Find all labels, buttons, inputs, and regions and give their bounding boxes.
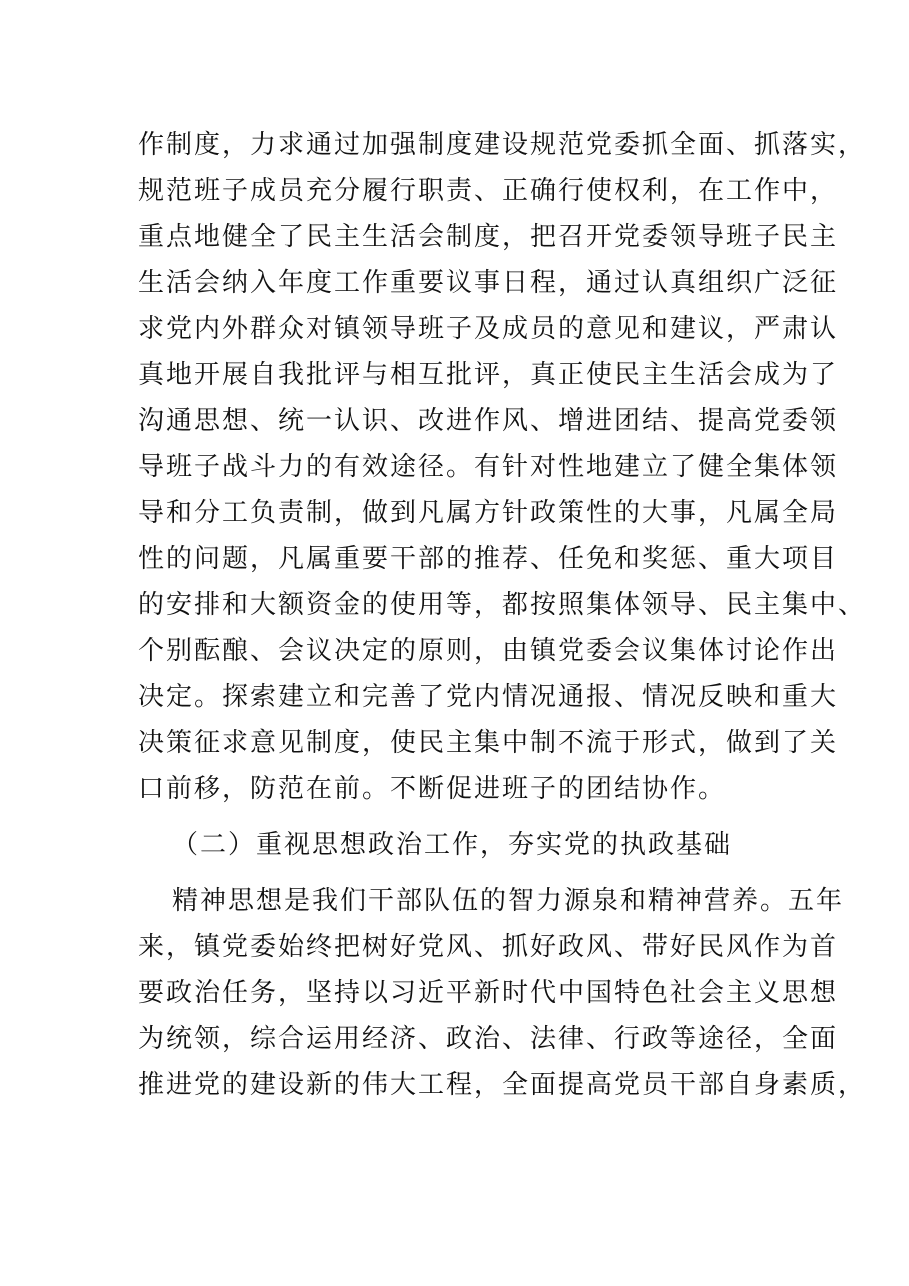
paragraph-line: 来，镇党委始终把树好党风、抓好政风、带好民风作为首 [138,932,839,962]
paragraph-line: 重点地健全了民主生活会制度，把召开党委领导班子民主 [138,222,839,252]
paragraph-line: 求党内外群众对镇领导班子及成员的意见和建议，严肃认 [138,314,839,344]
paragraph-line: 要政治任务，坚持以习近平新时代中国特色社会主义思想 [138,978,839,1008]
paragraph-line: 导班子战斗力的有效途径。有针对性地建立了健全集体领 [138,452,839,482]
paragraph-line: 口前移，防范在前。不断促进班子的团结协作。 [138,774,727,804]
paragraph-line: 规范班子成员充分履行职责、正确行使权利，在工作中， [138,176,839,206]
paragraph-line: 的安排和大额资金的使用等，都按照集体领导、民主集中、 [138,590,867,620]
paragraph-line: 决定。探索建立和完善了党内情况通报、情况反映和重大 [138,682,839,712]
paragraph-line: 真地开展自我批评与相互批评，真正使民主生活会成为了 [138,360,839,390]
paragraph-line: 精神思想是我们干部队伍的智力源泉和精神营养。五年 [172,886,845,916]
paragraph-line: 性的问题，凡属重要干部的推荐、任免和奖惩、重大项目 [138,544,839,574]
paragraph-line: 导和分工负责制，做到凡属方针政策性的大事，凡属全局 [138,498,839,528]
section-heading: （二）重视思想政治工作，夯实党的执政基础 [172,830,733,860]
paragraph-line: 个别酝酿、会议决定的原则，由镇党委会议集体讨论作出 [138,636,839,666]
paragraph-line: 作制度，力求通过加强制度建设规范党委抓全面、抓落实， [138,130,867,160]
paragraph-line: 决策征求意见制度，使民主集中制不流于形式，做到了关 [138,728,839,758]
paragraph-line: 沟通思想、统一认识、改进作风、增进团结、提高党委领 [138,406,839,436]
paragraph-line: 推进党的建设新的伟大工程，全面提高党员干部自身素质， [138,1070,867,1100]
paragraph-line: 为统领，综合运用经济、政治、法律、行政等途径，全面 [138,1024,839,1054]
paragraph-line: 生活会纳入年度工作重要议事日程，通过认真组织广泛征 [138,268,839,298]
